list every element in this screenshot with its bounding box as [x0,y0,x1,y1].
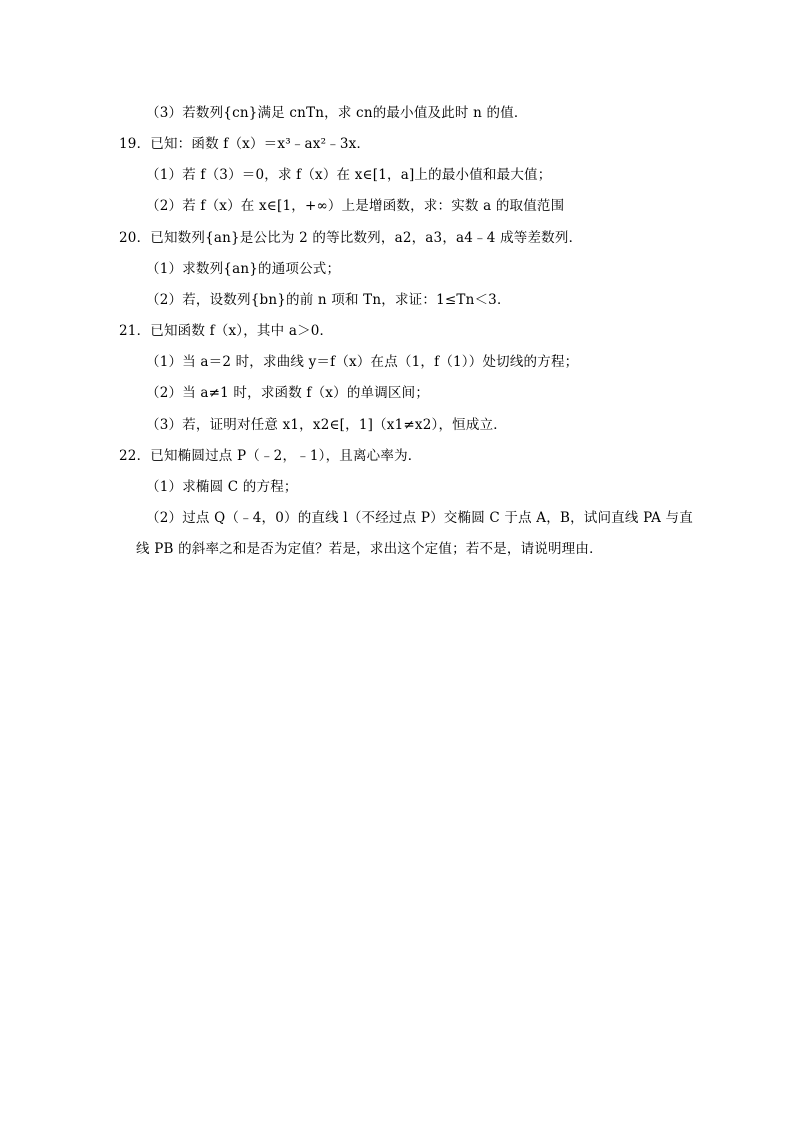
q21-part3: （3）若，证明对任意 x1，x2∈[，1]（x1≠x2），恒成立． [146,417,507,433]
q18-part3: （3）若数列{cn}满足 cnTn，求 cn的最小值及此时 n 的值． [146,105,528,121]
q21-part2: （2）当 a≠1 时，求函数 f（x）的单调区间； [146,385,430,401]
q22-part2-continued: 线 PB 的斜率之和是否为定值？若是，求出这个定值；若不是，请说明理由． [136,541,603,557]
q21-part1: （1）当 a＝2 时，求曲线 y＝f（x）在点（1，f（1））处切线的方程； [146,354,579,370]
q21-stem: 21．已知函数 f（x），其中 a＞0． [119,323,334,339]
q19-stem: 19．已知：函数 f（x）＝x³﹣ax²﹣3x． [119,136,371,152]
q22-part2: （2）过点 Q（﹣4，0）的直线 l（不经过点 P）交椭圆 C 于点 A，B，试问直线 PA 与直 [146,510,693,526]
q20-stem: 20．已知数列{an}是公比为 2 的等比数列，a2，a3，a4﹣4 成等差数列． [119,230,583,246]
q19-part2: （2）若 f（x）在 x∈[1，+∞）上是增函数，求：实数 a 的取值范围 [146,198,565,214]
q19-part1: （1）若 f（3）＝0，求 f（x）在 x∈[1，a]上的最小值和最大值； [146,167,552,183]
q22-stem: 22．已知椭圆过点 P（﹣2，﹣1），且离心率为． [119,448,422,464]
q20-part2: （2）若，设数列{bn}的前 n 项和 Tn，求证：1≤Tn＜3． [146,292,511,308]
q20-part1: （1）求数列{an}的通项公式； [146,261,341,277]
q22-part1: （1）求椭圆 C 的方程； [146,479,298,495]
